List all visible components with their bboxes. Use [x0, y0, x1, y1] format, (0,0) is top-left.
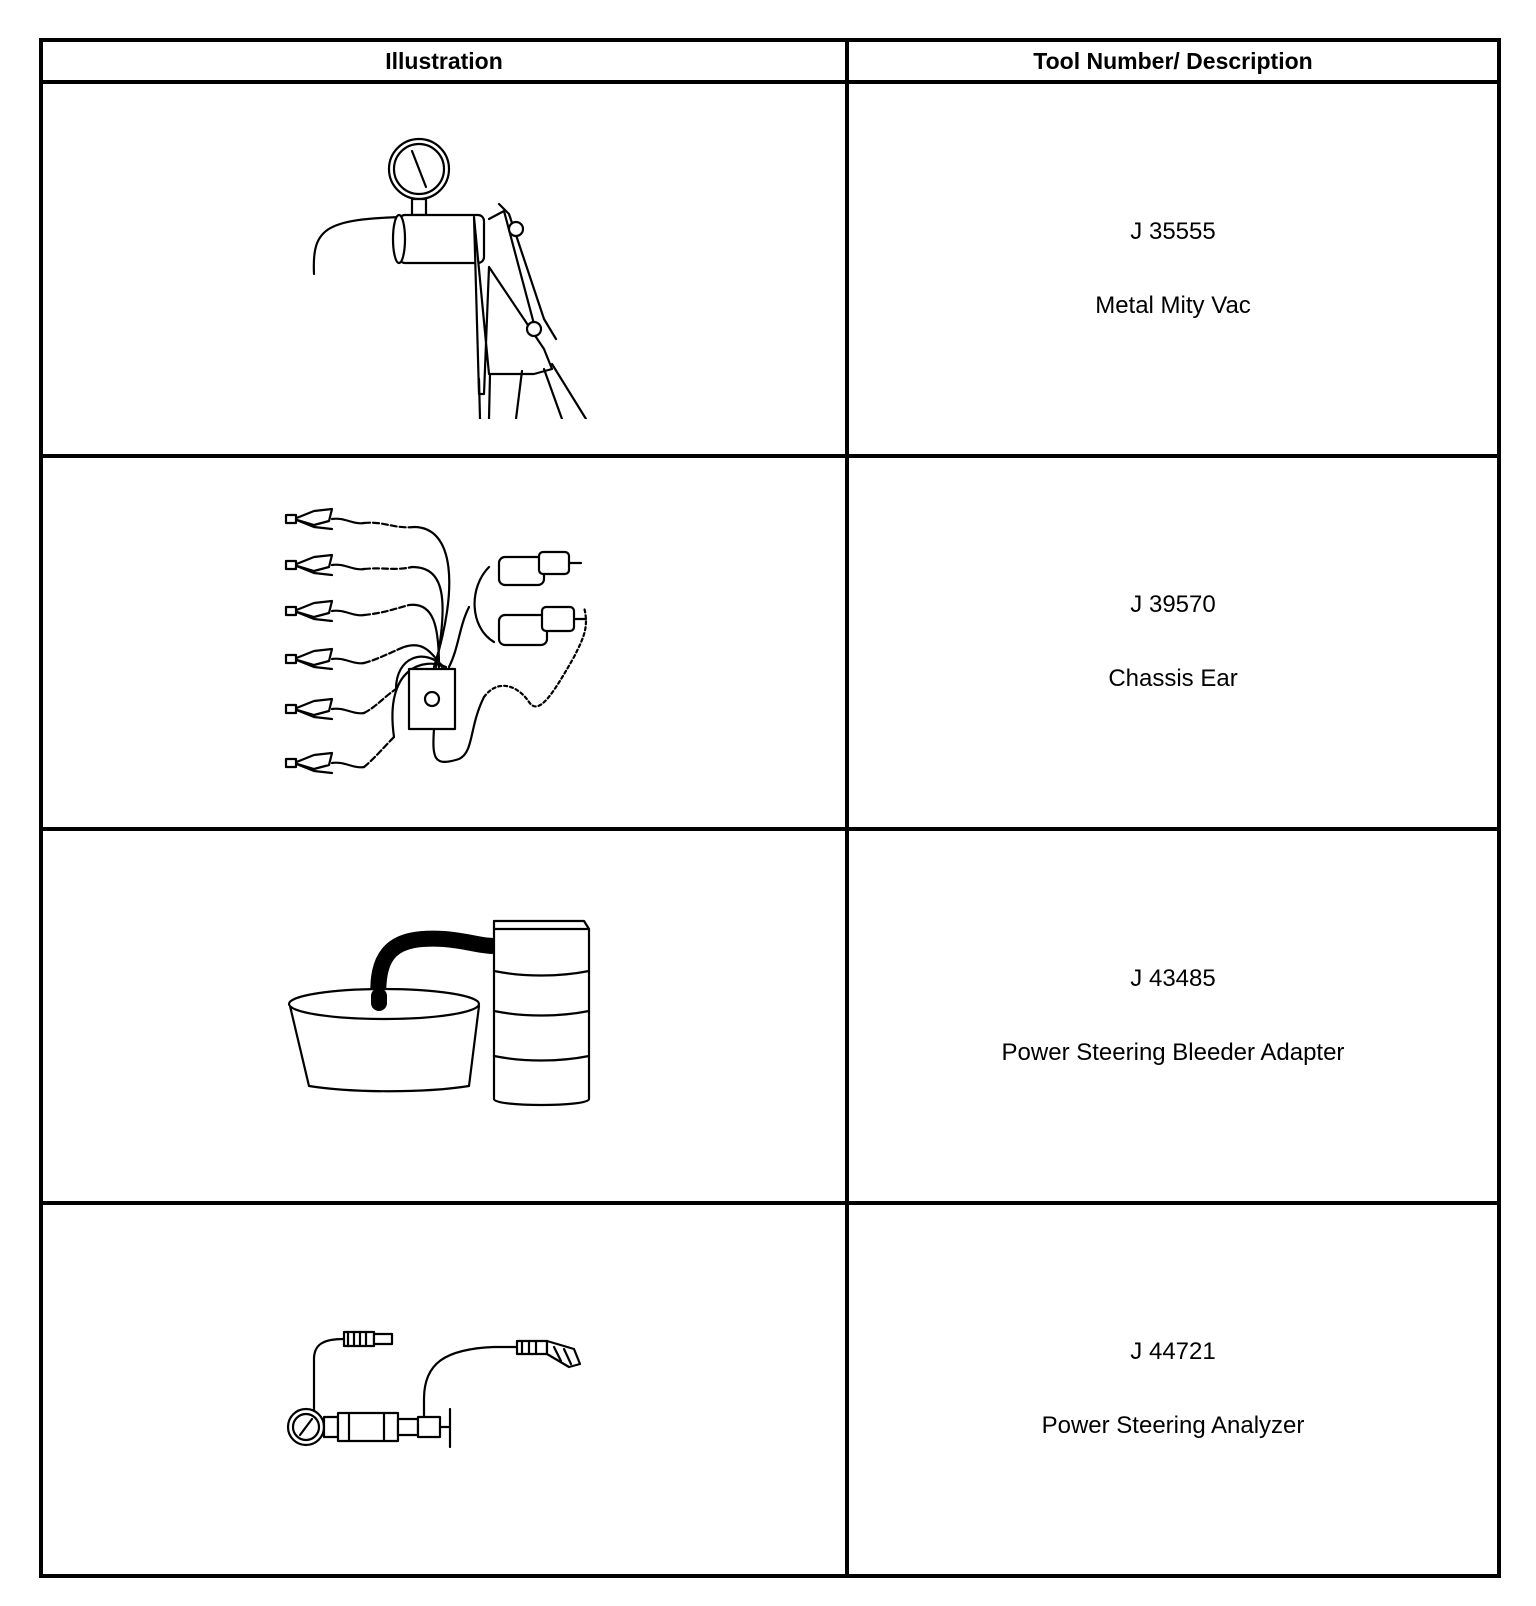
description-cell — [847, 1203, 1499, 1577]
tool-number: J 35555 — [1130, 217, 1216, 245]
illustration-cell — [41, 1203, 847, 1577]
header-illustration: Illustration — [41, 40, 847, 82]
tool-description: Power Steering Bleeder Adapter — [1001, 1038, 1345, 1066]
header-tool-description: Tool Number/ Description — [847, 40, 1499, 82]
tool-number: J 43485 — [1130, 964, 1216, 992]
tool-description: Chassis Ear — [1108, 665, 1238, 693]
illustration-cell — [41, 82, 847, 456]
table-row — [41, 1203, 1499, 1577]
illustration-cell — [41, 829, 847, 1203]
table-row — [41, 829, 1499, 1203]
tool-description: Power Steering Analyzer — [1041, 1412, 1305, 1440]
tool-description: Metal Mity Vac — [1095, 291, 1251, 319]
description-cell — [847, 829, 1499, 1203]
analyzer-icon — [284, 1319, 604, 1459]
vacuum-pump-icon — [294, 119, 594, 419]
description-cell — [847, 82, 1499, 456]
table-row — [41, 456, 1499, 830]
table-row — [41, 82, 1499, 456]
tool-number: J 39570 — [1130, 591, 1216, 619]
tools-table — [39, 38, 1501, 1578]
tool-number: J 44721 — [1130, 1338, 1216, 1366]
header-row — [41, 40, 1499, 82]
bleeder-adapter-icon — [284, 911, 604, 1121]
chassis-ear-icon — [284, 497, 604, 787]
illustration-cell — [41, 456, 847, 830]
description-cell — [847, 456, 1499, 830]
